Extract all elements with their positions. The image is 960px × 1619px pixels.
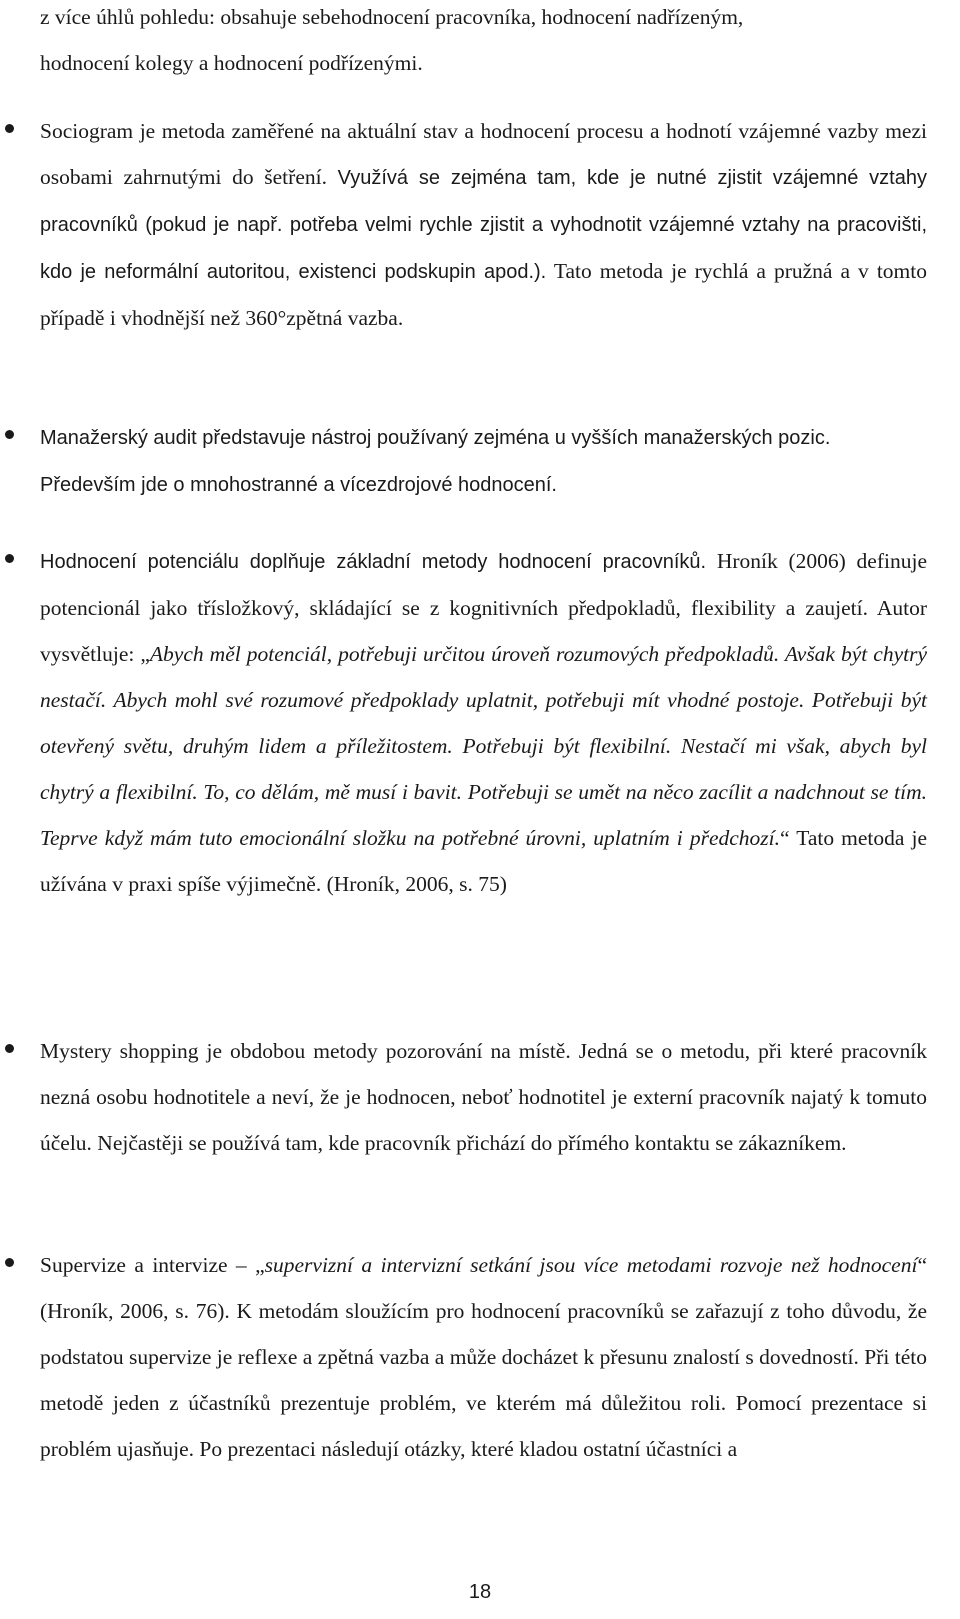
bullet-text-part: Hodnocení potenciálu doplňuje základní metody hodnocení pracovníků. — [40, 551, 707, 573]
bullet-paragraph — [40, 1242, 927, 1472]
bullet-text-part: Tato metoda je rychlá a pružná a v tomto případě i vhodnější než 360°zpětná vazba. — [40, 259, 927, 330]
bullet-dot-icon — [5, 554, 14, 563]
bullet-item-hodnoceni-potencialu — [40, 538, 927, 907]
bullet-paragraph — [40, 538, 927, 907]
bullet-dot-icon — [5, 124, 14, 133]
bullet-text-part: “ Tato metoda je užívána v praxi spíše výjimečně. (Hroník, 2006, s. 75) — [40, 826, 928, 896]
bullet-dot-icon — [5, 1044, 14, 1053]
bullet-item-sociogram — [40, 108, 927, 341]
page-number: 18 — [468, 1581, 492, 1603]
bullet-quote-italic: Abych měl potenciál, potřebuji určitou úroveň rozumových předpokladů. Avšak být chytrý nestačí. Abych mohl své rozumové předpoklady uplatnit, potřebuji mít vhodné postoje. Potřebuji být otevřený světu, druhým lidem a příležitostem. Potřebuji být flexibilní. Nestačí mi však, abych byl chytrý a flexibilní. To, co dělám, mě musí i bavit. Potřebuji se umět na něco zacílit a nadchnout se tím. Teprve když mám tuto emocionální složku na potřebné úrovni, uplatním i předchozí. — [40, 642, 928, 850]
bullet-text-part: Manažerský audit představuje nástroj používaný zejména u vyšších manažerských pozic. Především jde o mnohostranné a vícezdrojové hodnocení. — [40, 427, 831, 496]
bullet-item-mystery-shopping — [40, 1028, 927, 1166]
bullet-dot-icon — [5, 430, 14, 439]
bullet-text-part: Mystery shopping je obdobou metody pozorování na místě. Jedná se o metodu, při které pracovník nezná osobu hodnotitele a neví, že je hodnocen, neboť hodnotitel je externí pracovník najatý k tomuto účelu. Nejčastěji se používá tam, kde pracovník přichází do přímého kontaktu se zákazníkem. — [40, 1039, 927, 1155]
bullet-text-part: Využívá se zejména tam, kde je nutné zjistit vzájemné vztahy pracovníků (pokud je např. potřeba velmi rychle zjistit a vyhodnotit vzájemné vztahy na pracovišti, kdo je neformální autoritou, existenci podskupin apod.). — [40, 167, 927, 283]
bullet-text-part: Sociogram je metoda zaměřené na aktuální stav a hodnocení procesu a hodnotí vzájemné vazby mezi osobami zahrnutými do šetření. — [40, 119, 927, 189]
bullet-item-supervize-intervize — [40, 1242, 927, 1472]
bullet-text-part: Hroník (2006) definuje potencionál jako třísložkový, skládající se z kognitivních předpokladů, flexibility a zaujetí. Autor vysvětluje: „ — [40, 549, 927, 666]
bullet-text-part: “ (Hroník, 2006, s. 76). K metodám sloužícím pro hodnocení pracovníků se zařazují z toho důvodu, že podstatou supervize je reflexe a zpětná vazba a může docházet k přesunu znalostí s dovedností. Při této metodě jeden z účastníků prezentuje problém, ve kterém má důležitou roli. Pomocí prezentace si problém ujasňuje. Po prezentaci následují otázky, které kladou ostatní účastníci a — [40, 1253, 927, 1461]
bullet-item-manazersky-audit — [40, 414, 927, 508]
bullet-paragraph — [40, 414, 927, 508]
bullet-text-part: Supervize a intervize – „ — [40, 1253, 265, 1277]
bullet-paragraph — [40, 1028, 927, 1166]
bullet-dot-icon — [5, 1258, 14, 1267]
bullet-quote-italic: supervizní a intervizní setkání jsou více metodami rozvoje než hodnocení — [264, 1253, 918, 1277]
continuation-paragraph — [40, 0, 927, 86]
bullet-paragraph — [40, 108, 927, 341]
continuation-line-2: hodnocení kolegy a hodnocení podřízenými. — [40, 51, 423, 75]
continuation-line-1: z více úhlů pohledu: obsahuje sebehodnocení pracovníka, hodnocení nadřízeným, — [40, 5, 744, 29]
